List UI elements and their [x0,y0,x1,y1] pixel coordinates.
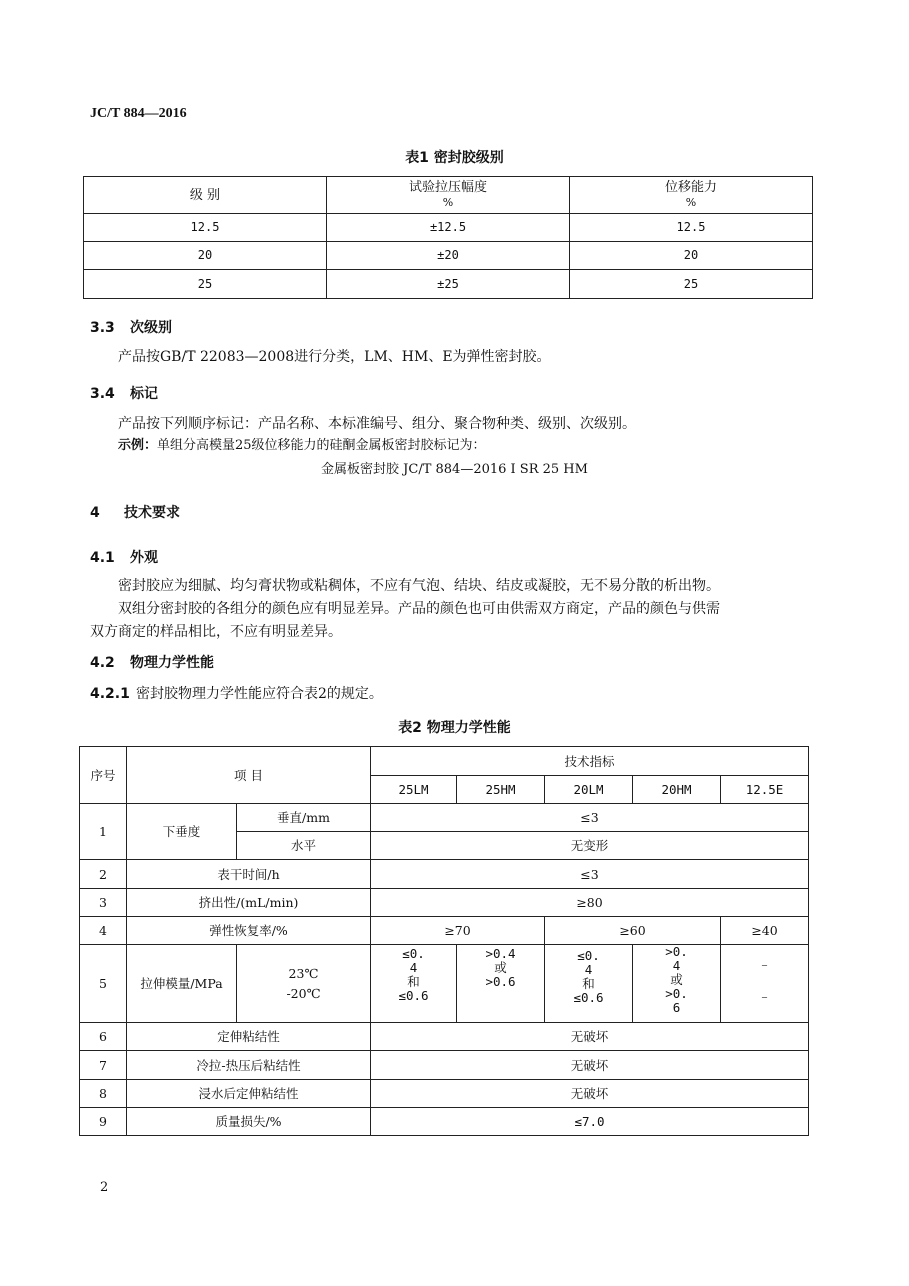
t1-cell: 12.5 [84,214,327,242]
t1-cell: ±25 [327,270,570,299]
t2-value: ≥40 [721,917,809,945]
t2-grade: 20LM [545,776,633,804]
t2-seq: 3 [80,889,127,917]
t1-cell: ±12.5 [327,214,570,242]
t2-grade: 25LM [371,776,457,804]
section-3-3-heading: 3.3 次级别 [90,320,172,336]
t1-cell: 20 [84,242,327,270]
t2-grade: 12.5E [721,776,809,804]
t2-value: ≥70 [371,917,545,945]
t2-seq: 9 [80,1108,127,1136]
table1-grades [83,176,813,299]
t2-value: ≥80 [371,889,809,917]
t2-modulus-25lm: ≤0. 4 和 ≤0.6 [371,945,457,1023]
t2-value: 无破坏 [371,1023,809,1051]
t2-seq: 5 [80,945,127,1023]
t2-subitem: 水平 [237,832,371,860]
t2-value: 无变形 [371,832,809,860]
t2-seq: 8 [80,1080,127,1108]
section-4-1-heading: 4.1 外观 [90,550,158,566]
t2-item: 下垂度 [127,804,237,860]
t2-item: 挤出性/(mL/min) [127,889,371,917]
t2-item: 表干时间/h [127,860,371,889]
t2-temps: 23℃ -20℃ [237,945,371,1023]
t2-value: ≤7.0 [371,1108,809,1136]
t1-cell: 20 [570,242,813,270]
section-3-4-heading: 3.4 标记 [90,386,158,402]
table2-properties [79,746,809,1136]
t2-item: 定伸粘结性 [127,1023,371,1051]
page-number: 2 [100,1180,109,1195]
section-3-4-text: 产品按下列顺序标记：产品名称、本标准编号、组分、聚合物种类、级别、次级别。 [118,416,636,432]
section-3-4-example-mark: 金属板密封胶 JC/T 884—2016 I SR 25 HM [321,462,588,477]
t2-subitem: 垂直/mm [237,804,371,832]
t2-seq: 2 [80,860,127,889]
t1-header-grade: 级 别 [84,177,327,214]
t1-header-amplitude: 试验拉压幅度 % [327,177,570,214]
t2-header-seq: 序号 [80,747,127,804]
t2-grade: 25HM [457,776,545,804]
t1-cell: 25 [84,270,327,299]
t2-value: ≤3 [371,804,809,832]
standard-code: JC/T 884—2016 [90,106,187,121]
table1-caption: 表1 密封胶级别 [405,150,504,166]
t2-modulus-12-5e: – – [721,945,809,1023]
t2-modulus-20hm: >0. 4 或 >0. 6 [633,945,721,1023]
t2-seq: 7 [80,1051,127,1080]
t1-header-capacity: 位移能力 % [570,177,813,214]
t2-modulus-25hm: >0.4 或 >0.6 [457,945,545,1023]
section-4-1-para1: 密封胶应为细腻、均匀膏状物或粘稠体，不应有气泡、结块、结皮或凝胶，无不易分散的析出物。 [118,578,720,594]
t2-header-spec: 技术指标 [371,747,809,776]
t2-item: 质量损失/% [127,1108,371,1136]
t2-value: ≤3 [371,860,809,889]
t2-value: ≥60 [545,917,721,945]
t2-value: 无破坏 [371,1080,809,1108]
t1-cell: 25 [570,270,813,299]
section-4-2-1-text: 4.2.1 密封胶物理力学性能应符合表2的规定。 [90,686,383,702]
t1-cell: ±20 [327,242,570,270]
t2-value: 无破坏 [371,1051,809,1080]
t2-item: 拉伸模量/MPa [127,945,237,1023]
t2-grade: 20HM [633,776,721,804]
t2-seq: 4 [80,917,127,945]
section-4-2-heading: 4.2 物理力学性能 [90,655,214,671]
t2-seq: 6 [80,1023,127,1051]
section-3-3-text: 产品按GB/T 22083—2008进行分类，LM、HM、E为弹性密封胶。 [118,349,551,365]
section-3-4-example: 示例：单组分高模量25级位移能力的硅酮金属板密封胶标记为： [118,438,486,453]
t2-item: 冷拉-热压后粘结性 [127,1051,371,1080]
table2-caption: 表2 物理力学性能 [398,720,511,736]
t2-item: 弹性恢复率/% [127,917,371,945]
section-4-heading: 4 技术要求 [90,505,180,521]
t2-header-item: 项 目 [127,747,371,804]
t1-cell: 12.5 [570,214,813,242]
section-4-1-para2a: 双组分密封胶的各组分的颜色应有明显差异。产品的颜色也可由供需双方商定，产品的颜色与供需 [118,601,720,617]
section-4-1-para2b: 双方商定的样品相比，不应有明显差异。 [90,624,342,640]
t2-modulus-20lm: ≤0. 4 和 ≤0.6 [545,945,633,1023]
t2-seq: 1 [80,804,127,860]
t2-item: 浸水后定伸粘结性 [127,1080,371,1108]
